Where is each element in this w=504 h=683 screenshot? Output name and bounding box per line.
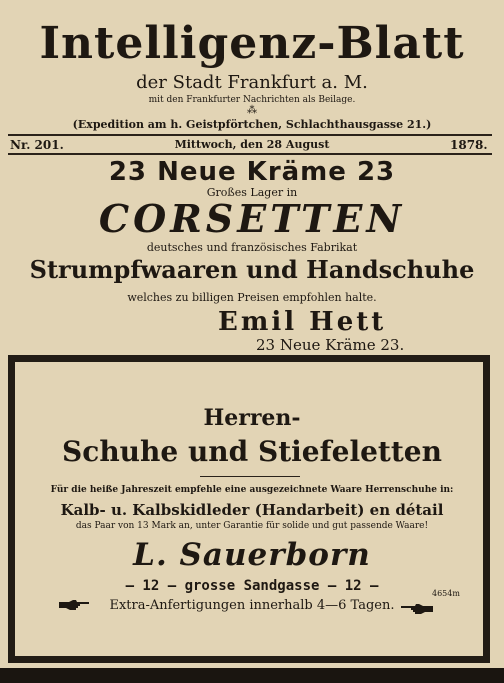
masthead-subtitle: der Stadt Frankfurt a. M. <box>136 72 368 93</box>
ad2-footer: Extra-Anfertigungen innerhalb 4—6 Tagen. <box>109 598 395 613</box>
ad1-line4: welches zu billigen Preisen empfohlen halte. <box>127 291 377 304</box>
issue-year: 1878. <box>450 138 488 152</box>
ad2-address: — 12 — grosse Sandgasse — 12 — <box>125 578 379 594</box>
ad2-body2-post: en détail <box>369 501 444 519</box>
masthead-rule-bottom <box>8 153 492 155</box>
ad1-address: 23 Neue Kräme 23. <box>256 336 405 354</box>
ad2-body1: Für die heiße Jahreszeit empfehle eine ausgezeichnete Waare Herrenschuhe in: <box>50 485 454 495</box>
masthead-expedition: (Expedition am h. Geistpförtchen, Schlachthausgasse 21.) <box>72 118 432 131</box>
ad2-divider <box>200 476 300 477</box>
ad1-merchant: Emil Hett <box>218 307 387 337</box>
ornament: ⁂ <box>247 105 257 116</box>
ad1-line1: Großes Lager in <box>206 186 298 199</box>
ad2-body3: das Paar von 13 Mark an, unter Garantie für solide und gut passende Waare! <box>75 521 429 531</box>
issue-date: Mittwoch, den 28 August <box>174 138 330 151</box>
issue-number: Nr. 201. <box>10 138 64 152</box>
pointing-hand-left-icon <box>400 602 434 616</box>
masthead-rule-top <box>8 134 492 136</box>
ad2-merchant: L. Sauerborn <box>133 537 371 573</box>
ad1-product: CORSETTEN <box>98 196 406 241</box>
ad2-body2-pre: Kalb- u. Kalbskidleder (Handarbeit) <box>60 501 365 519</box>
ad1-headline: 23 Neue Kräme 23 <box>108 157 396 187</box>
ad1-line2: deutsches und französisches Fabrikat <box>146 241 358 254</box>
ad2-title2: Schuhe und Stiefeletten <box>62 435 442 468</box>
masthead-title: Intelligenz-Blatt <box>39 18 465 69</box>
ad1-line3: Strumpfwaaren und Handschuhe <box>29 255 475 284</box>
masthead-supplement: mit den Frankfurter Nachrichten als Beilage. <box>148 95 356 105</box>
bottom-band <box>0 668 504 683</box>
ad2-ref: 4654m <box>432 589 460 598</box>
ad2-title1: Herren- <box>203 405 301 431</box>
ad2-body2 <box>0 503 504 518</box>
